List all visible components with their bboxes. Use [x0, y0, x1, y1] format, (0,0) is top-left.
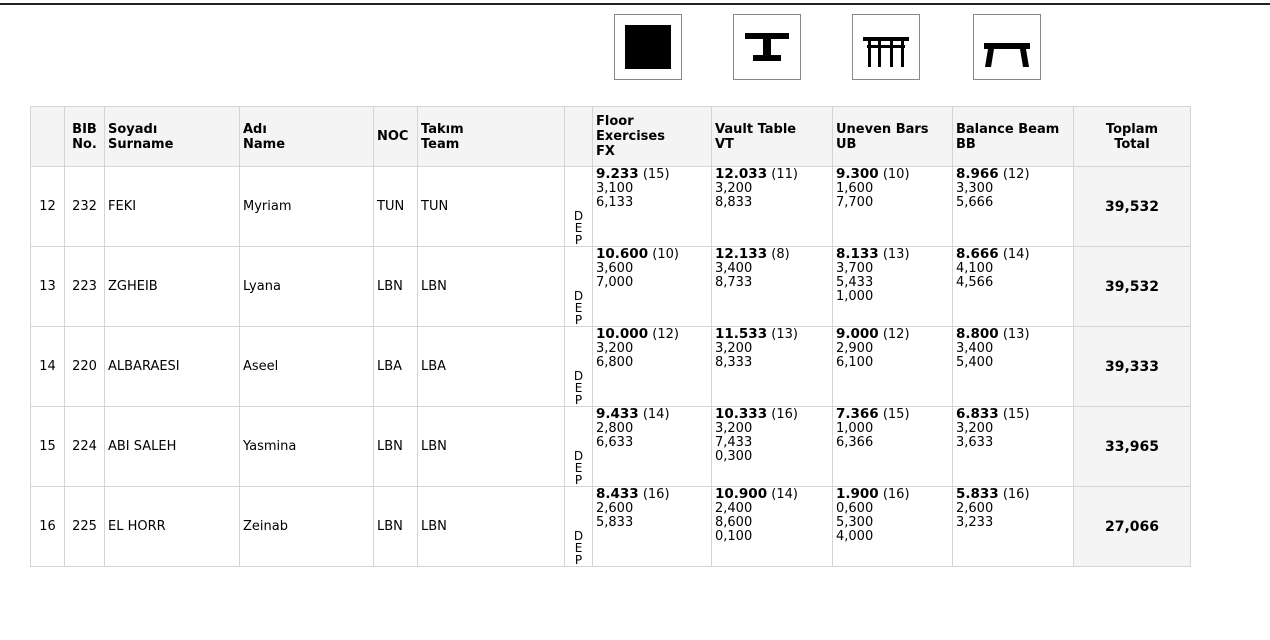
vt-subscore: 3,200: [715, 181, 753, 196]
bb-score: 6.833: [956, 406, 999, 422]
vt-score: 12.133: [715, 246, 768, 262]
team-cell: LBA: [418, 327, 565, 407]
name-cell: Lyana: [240, 247, 374, 327]
bb-score: 8.966: [956, 166, 999, 182]
header-fx: Floor Exercises FX: [593, 107, 712, 167]
name-cell: Zeinab: [240, 487, 374, 567]
ub-subscore: 0,600: [836, 501, 874, 516]
bb-subscore: 5,666: [956, 195, 994, 210]
vt-rank: (13): [771, 327, 798, 342]
bb-subscore: 3,233: [956, 515, 994, 530]
header-row: [31, 107, 1191, 167]
ub-score: 9.300: [836, 166, 879, 182]
dep-letter: P: [574, 553, 583, 567]
table-row: [31, 327, 1191, 407]
bib-cell: 232: [65, 167, 105, 247]
bb-rank: (15): [1002, 407, 1030, 422]
header-rank: [31, 107, 65, 167]
bib-cell: 223: [65, 247, 105, 327]
total-cell: 33,965: [1074, 407, 1191, 487]
ub-rank: (13): [882, 247, 910, 262]
fx-score: 10.000: [596, 326, 649, 342]
dep-label: [565, 487, 593, 567]
dep-letter: E: [574, 461, 583, 475]
vt-subscore: 2,400: [715, 501, 753, 516]
fx-rank: (16): [642, 487, 670, 502]
vault-table-icon: [733, 14, 801, 80]
header-total: Toplam Total: [1074, 107, 1191, 167]
ub-subscore: 1,000: [836, 289, 874, 304]
table-row: [31, 167, 1191, 247]
dep-label: [565, 407, 593, 487]
fx-score: 8.433: [596, 486, 639, 502]
fx-score: 10.600: [596, 246, 649, 262]
bb-subscore: 2,600: [956, 501, 994, 516]
vt-subscore: 3,200: [715, 341, 753, 356]
dep-label: [565, 247, 593, 327]
ub-subscore: 6,366: [836, 435, 874, 450]
name-cell: Aseel: [240, 327, 374, 407]
dep-letter: E: [574, 221, 583, 235]
fx-score: 9.433: [596, 406, 639, 422]
fx-subscore: 3,200: [596, 341, 634, 356]
vt-rank: (16): [771, 407, 798, 422]
table-row: [31, 487, 1191, 567]
noc-cell: LBN: [374, 407, 418, 487]
ub-subscore: 3,700: [836, 261, 874, 276]
surname-cell: ALBARAESI: [105, 327, 240, 407]
header-name: Adı Name: [240, 107, 374, 167]
bb-subscore: 3,200: [956, 421, 994, 436]
team-cell: TUN: [418, 167, 565, 247]
bb-score: 5.833: [956, 486, 999, 502]
rank-cell: 13: [31, 247, 65, 327]
vt-score: 11.533: [715, 326, 768, 342]
vt-subscore: 8,333: [715, 355, 753, 370]
header-noc: NOC: [374, 107, 418, 167]
dep-letter: P: [574, 233, 583, 247]
ub-subscore: 6,100: [836, 355, 874, 370]
fx-score-cell: [593, 167, 712, 247]
vt-subscore: 3,200: [715, 421, 753, 436]
bb-score-cell: [953, 167, 1074, 247]
bb-subscore: 3,633: [956, 435, 994, 450]
bb-score: 8.800: [956, 326, 999, 342]
bb-score-cell: [953, 327, 1074, 407]
dep-letter: D: [573, 369, 584, 383]
fx-rank: (15): [642, 167, 670, 182]
vt-rank: (8): [771, 247, 790, 262]
team-cell: LBN: [418, 487, 565, 567]
fx-subscore: 2,600: [596, 501, 634, 516]
bb-rank: (14): [1002, 247, 1030, 262]
ub-subscore: 5,300: [836, 515, 874, 530]
header-dep: [565, 107, 593, 167]
bb-rank: (16): [1002, 487, 1030, 502]
team-cell: LBN: [418, 407, 565, 487]
vt-subscore: 8,833: [715, 195, 753, 210]
dep-letter: P: [574, 313, 583, 327]
surname-cell: FEKI: [105, 167, 240, 247]
bib-cell: 220: [65, 327, 105, 407]
bb-subscore: 3,300: [956, 181, 994, 196]
vt-score: 10.333: [715, 406, 768, 422]
vt-score: 12.033: [715, 166, 768, 182]
ub-rank: (15): [882, 407, 910, 422]
vt-score-cell: [712, 327, 833, 407]
ub-subscore: 1,000: [836, 421, 874, 436]
top-divider: [0, 3, 1270, 5]
dep-letter: E: [574, 381, 583, 395]
bb-score: 8.666: [956, 246, 999, 262]
ub-subscore: 7,700: [836, 195, 874, 210]
ub-score: 1.900: [836, 486, 879, 502]
ub-score: 9.000: [836, 326, 879, 342]
header-team: Takım Team: [418, 107, 565, 167]
ub-rank: (10): [882, 167, 910, 182]
dep-label: [565, 167, 593, 247]
total-cell: 27,066: [1074, 487, 1191, 567]
surname-cell: ABI SALEH: [105, 407, 240, 487]
header-bb: Balance Beam BB: [953, 107, 1074, 167]
dep-letter: P: [574, 393, 583, 407]
vt-subscore: 8,733: [715, 275, 753, 290]
total-cell: 39,532: [1074, 167, 1191, 247]
bb-score-cell: [953, 247, 1074, 327]
total-cell: 39,333: [1074, 327, 1191, 407]
vt-subscore: 0,100: [715, 529, 753, 544]
bib-cell: 224: [65, 407, 105, 487]
fx-subscore: 6,133: [596, 195, 634, 210]
bb-subscore: 4,566: [956, 275, 994, 290]
bib-cell: 225: [65, 487, 105, 567]
bb-subscore: 5,400: [956, 355, 994, 370]
rank-cell: 15: [31, 407, 65, 487]
dep-letter: E: [574, 301, 583, 315]
vt-subscore: 8,600: [715, 515, 753, 530]
noc-cell: LBN: [374, 487, 418, 567]
table-row: [31, 247, 1191, 327]
surname-cell: ZGHEIB: [105, 247, 240, 327]
bb-subscore: 3,400: [956, 341, 994, 356]
ub-score-cell: [833, 167, 953, 247]
ub-subscore: 4,000: [836, 529, 874, 544]
bb-rank: (13): [1002, 327, 1030, 342]
vt-score-cell: [712, 487, 833, 567]
dep-letter: D: [573, 289, 584, 303]
vt-subscore: 7,433: [715, 435, 753, 450]
table-row: [31, 407, 1191, 487]
fx-score-cell: [593, 247, 712, 327]
rank-cell: 16: [31, 487, 65, 567]
fx-subscore: 3,600: [596, 261, 634, 276]
balance-beam-icon: [973, 14, 1041, 80]
fx-subscore: 3,100: [596, 181, 634, 196]
fx-subscore: 7,000: [596, 275, 634, 290]
surname-cell: EL HORR: [105, 487, 240, 567]
ub-subscore: 2,900: [836, 341, 874, 356]
bb-score-cell: [953, 487, 1074, 567]
vt-rank: (14): [771, 487, 798, 502]
ub-rank: (12): [882, 327, 910, 342]
ub-score-cell: [833, 247, 953, 327]
dep-letter: D: [573, 529, 584, 543]
ub-score-cell: [833, 327, 953, 407]
fx-score-cell: [593, 327, 712, 407]
noc-cell: LBN: [374, 247, 418, 327]
noc-cell: TUN: [374, 167, 418, 247]
fx-rank: (10): [652, 247, 679, 262]
ub-score-cell: [833, 487, 953, 567]
ub-score: 8.133: [836, 246, 879, 262]
ub-score: 7.366: [836, 406, 879, 422]
fx-rank: (14): [642, 407, 670, 422]
fx-score-cell: [593, 487, 712, 567]
fx-subscore: 6,800: [596, 355, 634, 370]
rank-cell: 14: [31, 327, 65, 407]
name-cell: Myriam: [240, 167, 374, 247]
dep-letter: E: [574, 541, 583, 555]
bb-rank: (12): [1002, 167, 1030, 182]
fx-subscore: 6,633: [596, 435, 634, 450]
dep-letter: D: [573, 449, 584, 463]
floor-exercise-icon: [614, 14, 682, 80]
vt-score-cell: [712, 407, 833, 487]
fx-subscore: 2,800: [596, 421, 634, 436]
vt-score-cell: [712, 167, 833, 247]
noc-cell: LBA: [374, 327, 418, 407]
ub-subscore: 5,433: [836, 275, 874, 290]
vt-subscore: 0,300: [715, 449, 753, 464]
dep-letter: D: [573, 209, 584, 223]
dep-letter: P: [574, 473, 583, 487]
vt-rank: (11): [771, 167, 798, 182]
vt-score-cell: [712, 247, 833, 327]
vt-score: 10.900: [715, 486, 768, 502]
rank-cell: 12: [31, 167, 65, 247]
fx-score-cell: [593, 407, 712, 487]
vt-subscore: 3,400: [715, 261, 753, 276]
results-table: [30, 106, 1191, 567]
bb-score-cell: [953, 407, 1074, 487]
name-cell: Yasmina: [240, 407, 374, 487]
header-surname: Soyadı Surname: [105, 107, 240, 167]
fx-rank: (12): [652, 327, 679, 342]
ub-subscore: 1,600: [836, 181, 874, 196]
fx-subscore: 5,833: [596, 515, 634, 530]
dep-label: [565, 327, 593, 407]
fx-score: 9.233: [596, 166, 639, 182]
header-vt: Vault Table VT: [712, 107, 833, 167]
total-cell: 39,532: [1074, 247, 1191, 327]
bb-subscore: 4,100: [956, 261, 994, 276]
ub-rank: (16): [882, 487, 910, 502]
header-bib: BIB No.: [65, 107, 105, 167]
uneven-bars-icon: [852, 14, 920, 80]
header-ub: Uneven Bars UB: [833, 107, 953, 167]
ub-score-cell: [833, 407, 953, 487]
team-cell: LBN: [418, 247, 565, 327]
